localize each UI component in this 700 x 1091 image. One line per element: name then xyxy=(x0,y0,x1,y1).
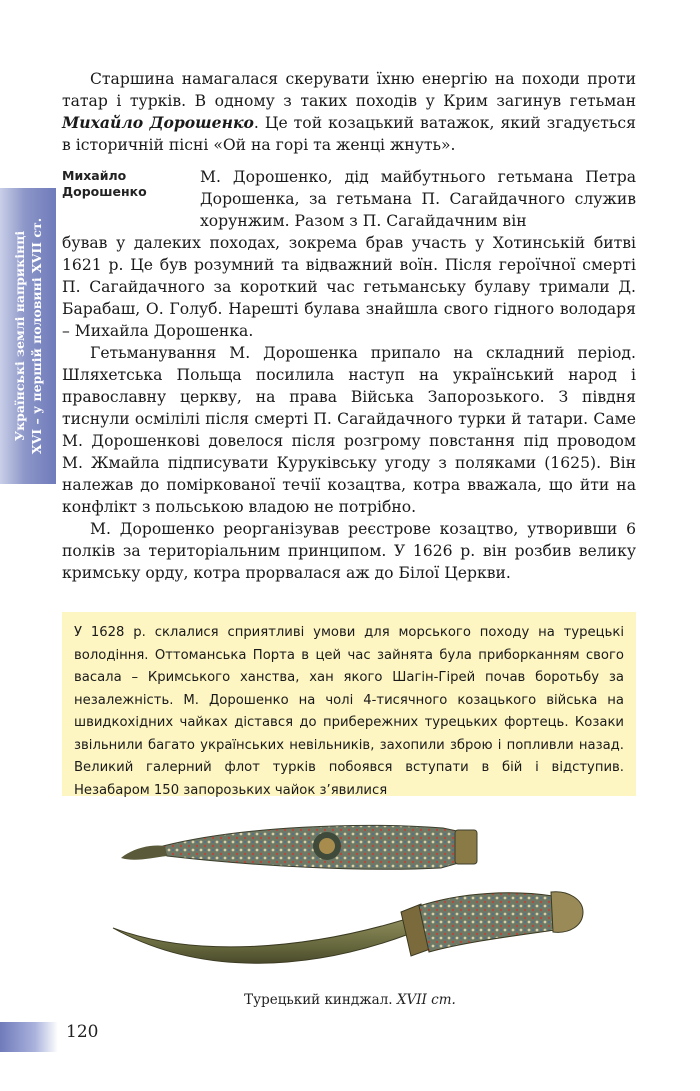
intro-text-before: Старшина намагалася скерувати їхню енергію на походи проти татар і турків. В одному з таких походів у Крим загинув гетьман xyxy=(62,70,636,110)
figure-caption xyxy=(0,992,700,1008)
margin-note xyxy=(62,168,182,200)
intro-paragraph xyxy=(62,68,636,156)
main-text xyxy=(62,232,636,584)
page-number-bar xyxy=(0,1022,58,1052)
info-box-text: У 1628 р. склалися сприятливі умови для морського походу на турецькі володіння. Оттоманська Порта в цей час зайнята була приборканням свого васала – Кримського ханства, хан якого Шагін-Гірей почав боротьбу за незалежність. М. Дорошенко на чолі 4-тисячного козацького війська на швидкохідних чайках дістався до прибережних турецьких фортець. Козаки звільнили багато українських невільників, захопили зброю і попливли назад. Великий галерний флот турків побоявся вступати в бій і відступив. Незабаром 150 запорозьких чайок з’явилися xyxy=(74,625,624,798)
paragraph-1-wrapped-text: М. Дорошенко, дід майбутнього гетьмана Петра Дорошенка, за гетьмана П. Сагайдачного служив хорунжим. Разом з П. Сагайдачним він xyxy=(200,168,636,230)
chapter-title-line-1: Українські землі наприкінці xyxy=(12,230,27,442)
caption-century: XVII ст. xyxy=(396,992,456,1008)
highlighted-name: Михайло Дорошенко xyxy=(62,113,254,132)
margin-note-line-1: Михайло xyxy=(62,168,127,183)
dagger-illustration xyxy=(103,808,597,988)
intro-text-after: . Це той козацький ватажок, який згадується в історичній пісні «Ой на горі та женці жнуть». xyxy=(62,114,636,154)
paragraph-1-rest: бував у далеких походах, зокрема брав участь у Хотинській битві 1621 р. Це був розумний та відважний воїн. Після героїчної смерті П. Сагайдачного за короткий час гетьманську булаву тримали Д. Барабаш, О. Голуб. Нарешті булава знайшла свого гідного володаря – Михайла Дорошенка. xyxy=(62,234,636,340)
info-box xyxy=(62,612,636,796)
dagger-blade xyxy=(113,904,433,963)
caption-text: Турецький кинджал. xyxy=(244,992,397,1008)
chapter-side-title xyxy=(11,188,45,484)
dagger-handle xyxy=(419,892,583,952)
margin-note-line-2: Дорошенко xyxy=(62,184,147,199)
paragraph-3: М. Дорошенко реорганізував реєстрове козацтво, утворивши 6 полків за територіальним принципом. У 1626 р. він розбив велику кримську орду, котра прорвалася аж до Білої Церкви. xyxy=(62,520,636,582)
paragraph-1-wrapped xyxy=(200,166,636,232)
chapter-title-line-2: XVI – у першій половині XVII ст. xyxy=(29,217,44,455)
paragraph-2: Гетьманування М. Дорошенка припало на складний період. Шляхетська Польща посилила наступ на український народ і православну церкву, на права Війська Запорозького. З півдня тиснули осмілілі після смерті П. Сагайдачного турки й татари. Саме М. Дорошенкові довелося після розгрому повстання під проводом М. Жмайла підписувати Куруківську угоду з поляками (1625). Він належав до поміркованої течії козацтва, котра вважала, що йти на конфлікт з польською владою не потрібно. xyxy=(62,344,636,516)
dagger-sheath xyxy=(121,825,477,869)
page-number: 120 xyxy=(66,1022,99,1042)
